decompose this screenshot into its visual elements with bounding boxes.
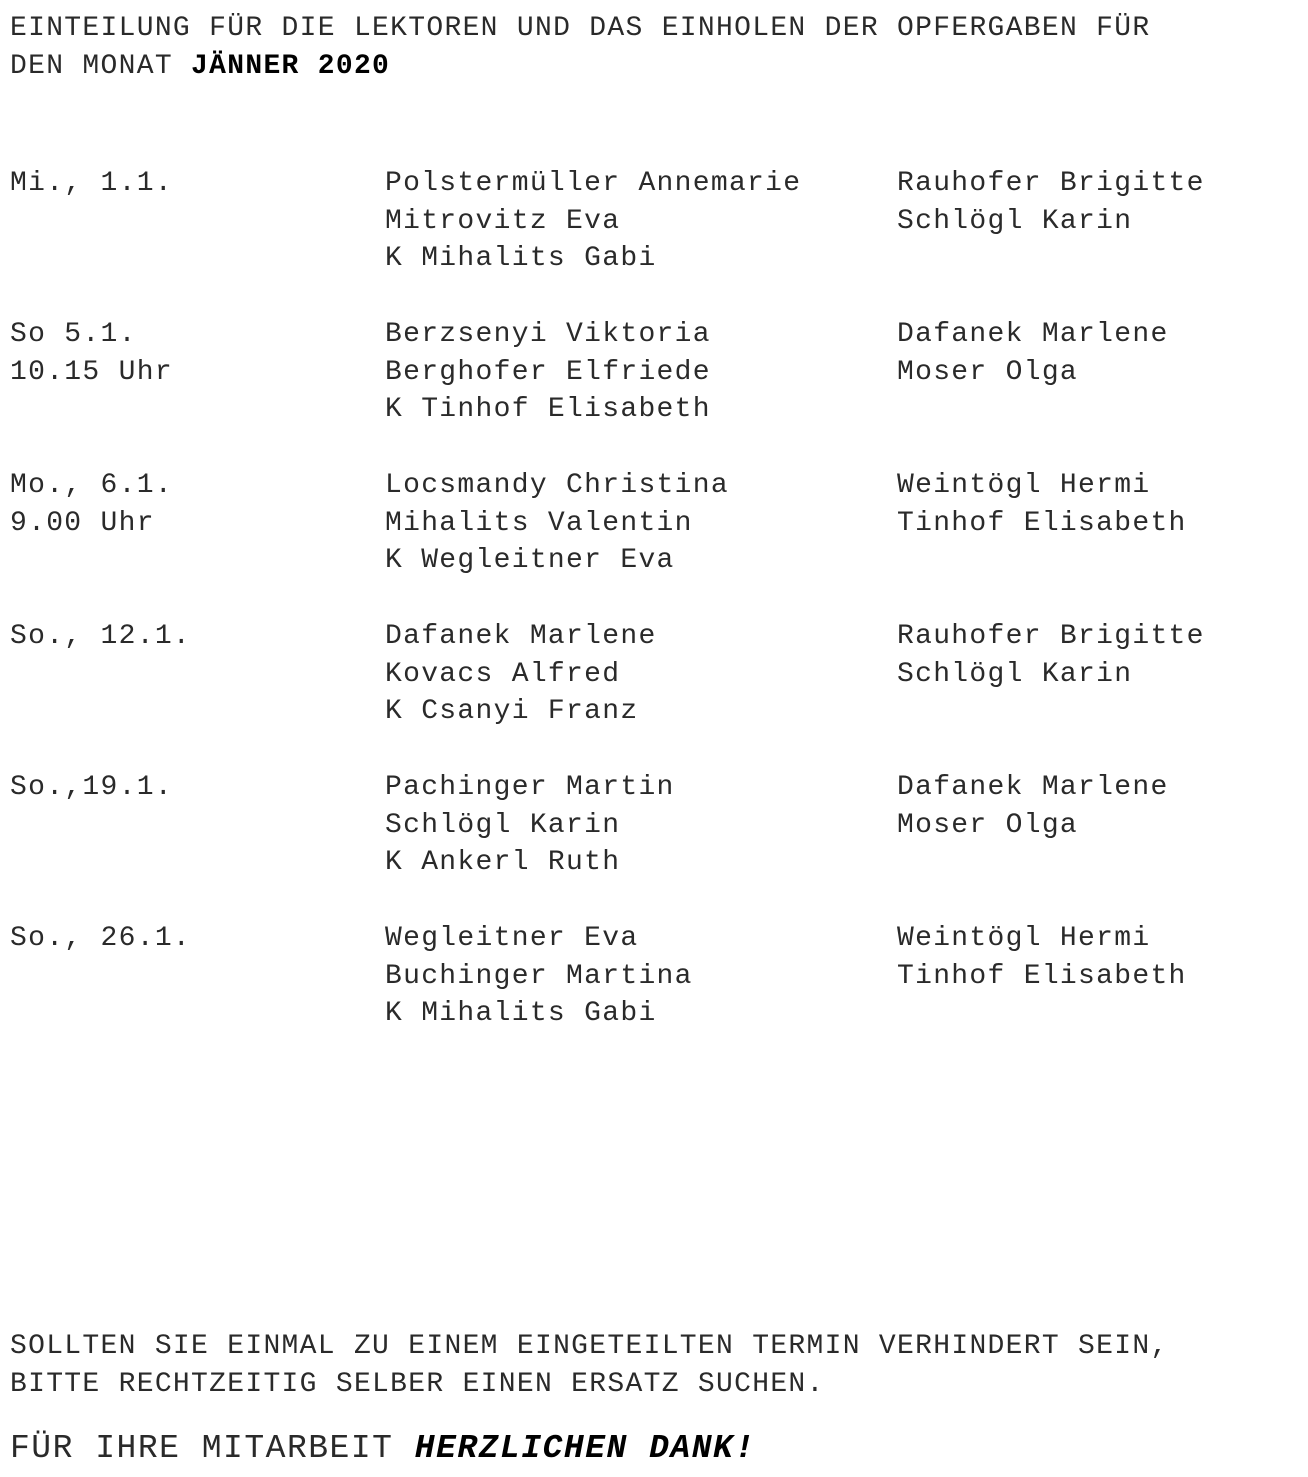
note-line-1: SOLLTEN SIE EINMAL ZU EINEM EINGETEILTEN TERMIN VERHINDERT SEIN, — [10, 1331, 1169, 1362]
offering-name: Weintögl Hermi — [897, 923, 1151, 954]
entry-date — [10, 467, 370, 542]
lector-name: K Wegleitner Eva — [385, 545, 675, 576]
date-label: So.,19.1. — [10, 772, 173, 803]
offering-name: Rauhofer Brigitte — [897, 621, 1205, 652]
time-label: 10.15 Uhr — [10, 356, 173, 388]
schedule-entry — [10, 618, 1300, 769]
thanks-text — [10, 1429, 1300, 1469]
offering-name: Dafanek Marlene — [897, 772, 1169, 803]
lector-name: K Ankerl Ruth — [385, 847, 621, 878]
schedule-entry — [10, 467, 1300, 618]
entry-lectors — [385, 467, 885, 580]
date-label: So., 26.1. — [10, 923, 192, 954]
thanks-line — [10, 1429, 1300, 1469]
thanks-emphasis: HERZLICHEN DANK! — [414, 1430, 756, 1467]
date-label: So 5.1. — [10, 319, 137, 350]
title-line-1: EINTEILUNG FÜR DIE LEKTOREN UND DAS EINHOLEN DER OPFERGABEN FÜR — [10, 13, 1151, 44]
schedule-entry — [10, 165, 1300, 316]
title-month-prefix: DEN MONAT — [10, 51, 192, 82]
note-line-2: BITTE RECHTZEITIG SELBER EINEN ERSATZ SUCHEN. — [10, 1369, 825, 1400]
entry-date — [10, 920, 370, 958]
offering-name: Tinhof Elisabeth — [897, 507, 1187, 539]
lector-name: Pachinger Martin — [385, 772, 675, 803]
lector-name: Berzsenyi Viktoria — [385, 319, 711, 350]
lector-name: Berghofer Elfriede — [385, 356, 711, 388]
lector-name: Mihalits Valentin — [385, 507, 693, 539]
offering-name: Moser Olga — [897, 809, 1079, 841]
schedule-list — [10, 165, 1300, 1071]
entry-lectors — [385, 165, 885, 278]
entry-date — [10, 316, 370, 391]
date-label: Mo., 6.1. — [10, 470, 173, 501]
entry-offering — [897, 165, 1297, 240]
entry-offering — [897, 618, 1297, 693]
entry-lectors — [385, 769, 885, 882]
schedule-entry — [10, 316, 1300, 467]
entry-date — [10, 165, 370, 203]
title-line-2 — [10, 48, 1300, 86]
entry-date — [10, 618, 370, 656]
date-label: Mi., 1.1. — [10, 168, 173, 199]
offering-name: Dafanek Marlene — [897, 319, 1169, 350]
entry-date — [10, 769, 370, 807]
lector-name: Dafanek Marlene — [385, 621, 657, 652]
schedule-entry — [10, 769, 1300, 920]
schedule-entry — [10, 920, 1300, 1071]
offering-name: Weintögl Hermi — [897, 470, 1151, 501]
lector-name: Mitrovitz Eva — [385, 205, 621, 237]
lector-name: Kovacs Alfred — [385, 658, 621, 690]
lector-name: Buchinger Martina — [385, 960, 693, 992]
thanks-prefix: FÜR IHRE MITARBEIT — [10, 1430, 415, 1467]
lector-name: K Csanyi Franz — [385, 696, 639, 727]
footer-note — [10, 1328, 1300, 1404]
entry-offering — [897, 316, 1297, 391]
page-title — [10, 10, 1300, 86]
offering-name: Schlögl Karin — [897, 658, 1133, 690]
lector-name: Polstermüller Annemarie — [385, 168, 802, 199]
title-month: JÄNNER 2020 — [191, 51, 391, 82]
lector-name: K Mihalits Gabi — [385, 998, 657, 1029]
entry-offering — [897, 467, 1297, 542]
offering-name: Tinhof Elisabeth — [897, 960, 1187, 992]
lector-name: Wegleitner Eva — [385, 923, 639, 954]
date-label: So., 12.1. — [10, 621, 192, 652]
lector-name: K Tinhof Elisabeth — [385, 394, 711, 425]
lector-name: Locsmandy Christina — [385, 470, 729, 501]
offering-name: Moser Olga — [897, 356, 1079, 388]
entry-offering — [897, 920, 1297, 995]
time-label: 9.00 Uhr — [10, 507, 155, 539]
entry-lectors — [385, 316, 885, 429]
lector-name: Schlögl Karin — [385, 809, 621, 841]
lector-name: K Mihalits Gabi — [385, 243, 657, 274]
offering-name: Schlögl Karin — [897, 205, 1133, 237]
offering-name: Rauhofer Brigitte — [897, 168, 1205, 199]
entry-offering — [897, 769, 1297, 844]
entry-lectors — [385, 618, 885, 731]
entry-lectors — [385, 920, 885, 1033]
